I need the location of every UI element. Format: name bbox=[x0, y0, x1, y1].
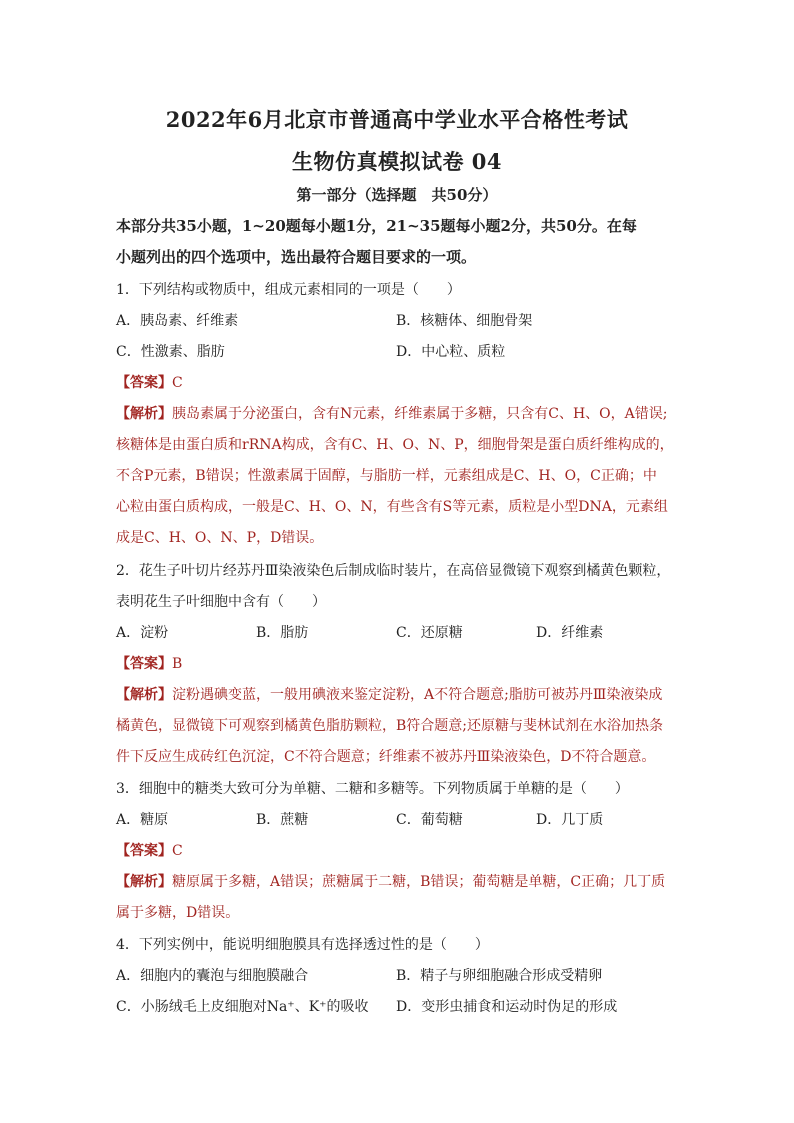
analysis-text: 淀粉遇碘变蓝，一般用碘液来鉴定淀粉，A不符合题意;脂肪可被苏丹Ⅲ染液染成 bbox=[172, 687, 663, 703]
analysis-text: 胰岛素属于分泌蛋白，含有N元素，纤维素属于多糖，只含有C、H、O，A错误; bbox=[172, 406, 668, 422]
analysis-tag: 【解析】 bbox=[116, 687, 172, 703]
question-4-option-d: D．变形虫捕食和运动时伪足的形成 bbox=[396, 999, 618, 1015]
question-2-option-a: A．淀粉 bbox=[116, 625, 169, 641]
analysis-tag: 【解析】 bbox=[116, 406, 172, 422]
exam-subtitle: 生物仿真模拟试卷 04 bbox=[291, 149, 503, 174]
question-1-answer bbox=[116, 373, 696, 393]
part-title: 第一部分（选择题 共50分） bbox=[296, 186, 498, 204]
question-2-option-d: D．纤维素 bbox=[536, 625, 604, 641]
question-2-option-b: B．脂肪 bbox=[256, 625, 309, 641]
question-1-option-b: B．核糖体、细胞骨架 bbox=[396, 313, 533, 329]
question-2-stem-line-1: 2．花生子叶切片经苏丹Ⅲ染液染色后制成临时装片，在高倍显微镜下观察到橘黄色颗粒， bbox=[116, 563, 671, 579]
question-2-analysis-line-3: 件下反应生成砖红色沉淀，C不符合题意；纤维素不被苏丹Ⅲ染液染色，D不符合题意。 bbox=[116, 749, 656, 765]
question-2-analysis-line-1 bbox=[116, 685, 696, 705]
analysis-text: 糖原属于多糖，A错误；蔗糖属于二糖，B错误；葡萄糖是单糖，C正确；几丁质 bbox=[172, 874, 666, 890]
question-2-option-c: C．还原糖 bbox=[396, 625, 463, 641]
question-1-option-d: D．中心粒、质粒 bbox=[396, 344, 506, 360]
question-1-analysis-line-5: 成是C、H、O、N、P，D错误。 bbox=[116, 530, 324, 546]
question-4-option-b: B．精子与卵细胞融合形成受精卵 bbox=[396, 968, 603, 984]
answer-tag: 【答案】 bbox=[116, 375, 172, 391]
intro-line-2: 小题列出的四个选项中，选出最符合题目要求的一项。 bbox=[116, 248, 477, 266]
question-3-option-b: B．蔗糖 bbox=[256, 812, 309, 828]
intro-line-1: 本部分共35小题，1~20题每小题1分，21~35题每小题2分，共50分。在每 bbox=[116, 217, 637, 235]
question-4-option-c: C．小肠绒毛上皮细胞对Na⁺、K⁺的吸收 bbox=[116, 999, 369, 1015]
analysis-tag: 【解析】 bbox=[116, 874, 172, 890]
answer-tag: 【答案】 bbox=[116, 843, 172, 859]
answer-tag: 【答案】 bbox=[116, 656, 172, 672]
question-2-stem-line-2: 表明花生子叶细胞中含有（ ） bbox=[116, 594, 326, 610]
question-1-analysis-line-1 bbox=[116, 404, 696, 424]
answer-value: C bbox=[172, 375, 183, 391]
question-3-option-c: C．葡萄糖 bbox=[396, 812, 463, 828]
question-4-option-a: A．细胞内的囊泡与细胞膜融合 bbox=[116, 968, 309, 984]
exam-title: 2022年6月北京市普通高中学业水平合格性考试 bbox=[165, 107, 629, 132]
question-3-option-a: A．糖原 bbox=[116, 812, 169, 828]
question-1-analysis-line-3: 不含P元素，B错误；性激素属于固醇，与脂肪一样，元素组成是C、H、O，C正确；中 bbox=[116, 468, 657, 484]
question-3-analysis-line-1 bbox=[116, 872, 696, 892]
question-1-option-c: C．性激素、脂肪 bbox=[116, 344, 225, 360]
question-4-stem: 4．下列实例中，能说明细胞膜具有选择透过性的是（ ） bbox=[116, 937, 489, 953]
question-3-stem: 3．细胞中的糖类大致可分为单糖、二糖和多糖等。下列物质属于单糖的是（ ） bbox=[116, 781, 629, 797]
answer-value: B bbox=[172, 656, 183, 672]
question-1-analysis-line-4: 心粒由蛋白质构成，一般是C、H、O、N，有些含有S等元素，质粒是小型DNA，元素组 bbox=[116, 499, 668, 515]
question-2-analysis-line-2: 橘黄色，显微镜下可观察到橘黄色脂肪颗粒，B符合题意;还原糖与斐林试剂在水浴加热条 bbox=[116, 718, 664, 734]
question-2-answer bbox=[116, 654, 696, 674]
question-1-analysis-line-2: 核糖体是由蛋白质和rRNA构成，含有C、H、O、N、P，细胞骨架是蛋白质纤维构成的， bbox=[116, 437, 674, 453]
question-1-stem: 1．下列结构或物质中，组成元素相同的一项是（ ） bbox=[116, 282, 461, 298]
question-3-analysis-line-2: 属于多糖，D错误。 bbox=[116, 905, 240, 921]
question-1-option-a: A．胰岛素、纤维素 bbox=[116, 313, 239, 329]
question-3-answer bbox=[116, 841, 696, 861]
answer-value: C bbox=[172, 843, 183, 859]
question-3-option-d: D．几丁质 bbox=[536, 812, 604, 828]
